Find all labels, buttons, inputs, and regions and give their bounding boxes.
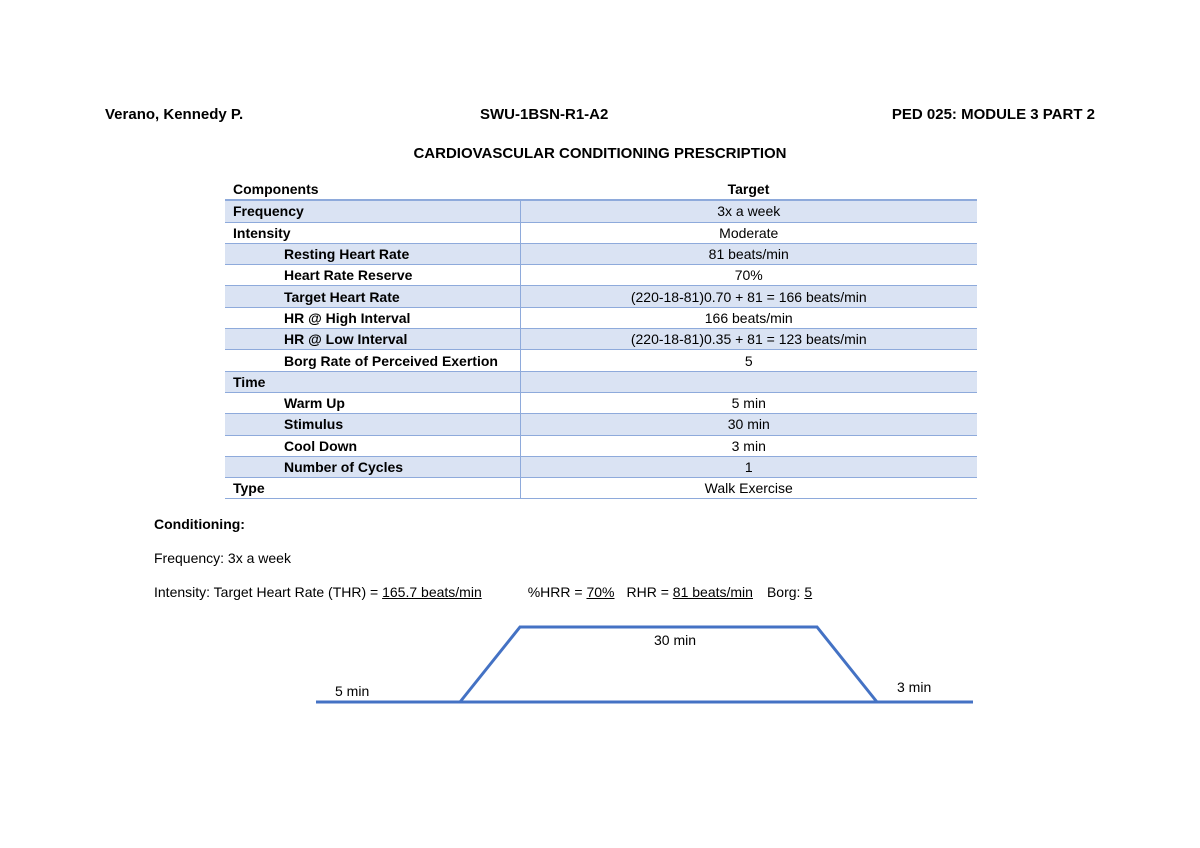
column-header-components: Components [225,179,520,200]
component-cell: Time [225,371,520,392]
frequency-line: Frequency: 3x a week [154,550,291,566]
component-cell: Warm Up [225,392,520,413]
borg-value: 5 [804,584,813,600]
component-cell: Type [225,478,520,499]
target-cell: Walk Exercise [520,478,977,499]
component-cell: HR @ Low Interval [225,329,520,350]
hrr-label: %HRR = [527,584,587,600]
target-cell: 30 min [520,414,977,435]
target-cell: 70% [520,265,977,286]
thr-value: 165.7 beats/min [382,584,482,600]
component-cell: Stimulus [225,414,520,435]
course-title: PED 025: MODULE 3 PART 2 [891,106,1095,123]
stimulus-label: 30 min [654,632,697,648]
target-cell: 3 min [520,435,977,456]
student-name: Verano, Kennedy P. [105,106,244,123]
section-code: SWU-1BSN-R1-A2 [480,106,609,123]
warm-up-label: 5 min [335,683,370,699]
page-title: CARDIOVASCULAR CONDITIONING PRESCRIPTION [413,145,787,162]
component-cell: Number of Cycles [225,456,520,477]
rhr-value: 81 beats/min [672,584,753,600]
target-cell: 166 beats/min [520,307,977,328]
target-cell: 5 [520,350,977,371]
target-cell: 81 beats/min [520,243,977,264]
target-cell: 1 [520,456,977,477]
component-cell: Borg Rate of Perceived Exertion [225,350,520,371]
target-cell: (220-18-81)0.35 + 81 = 123 beats/min [520,329,977,350]
target-cell: Moderate [520,222,977,243]
target-cell: 3x a week [520,200,977,222]
target-cell: (220-18-81)0.70 + 81 = 166 beats/min [520,286,977,307]
borg-label: Borg: [766,584,805,600]
component-cell: Intensity [225,222,520,243]
column-header-target: Target [520,179,977,200]
component-cell: Cool Down [225,435,520,456]
component-cell: Target Heart Rate [225,286,520,307]
component-cell: Resting Heart Rate [225,243,520,264]
component-cell: Frequency [225,200,520,222]
component-cell: Heart Rate Reserve [225,265,520,286]
target-cell: 5 min [520,392,977,413]
hrr-value: 70% [586,584,615,600]
rhr-label: RHR = [626,584,673,600]
thr-label: Intensity: Target Heart Rate (THR) = [154,584,383,600]
component-cell: HR @ High Interval [225,307,520,328]
cool-down-label: 3 min [897,679,932,695]
conditioning-heading: Conditioning: [154,516,245,532]
